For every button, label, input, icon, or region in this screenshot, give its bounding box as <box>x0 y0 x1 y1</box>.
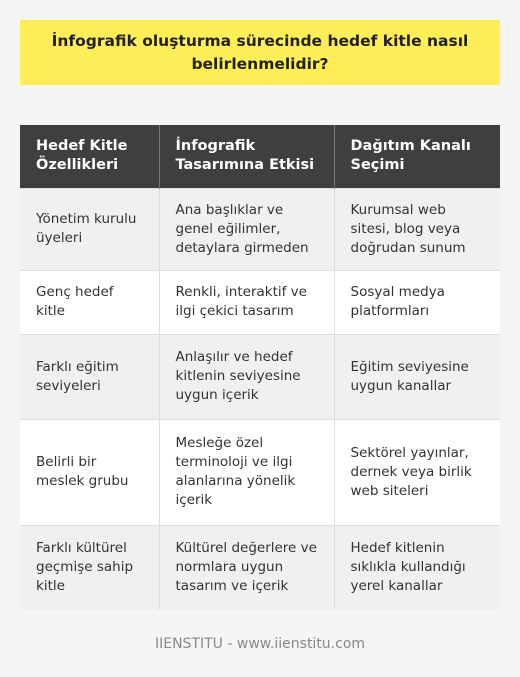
table-cell: Farklı eğitim seviyeleri <box>20 334 159 419</box>
table-cell: Eğitim seviyesine uygun kanallar <box>334 334 500 419</box>
table-cell: Ana başlıklar ve genel eğilimler, detaylara girmeden <box>159 188 334 270</box>
title-text: İnfografik oluşturma sürecinde hedef kitle nasıl belirlenmelidir? <box>51 31 469 73</box>
header-distribution-channel: Dağıtım Kanalı Seçimi <box>334 125 500 188</box>
table-cell: Yönetim kurulu üyeleri <box>20 188 159 270</box>
table-header-row <box>20 125 500 188</box>
table-cell: Kültürel değerlere ve normlara uygun tasarım ve içerik <box>159 525 334 610</box>
table-row <box>20 334 500 419</box>
table-cell: Hedef kitlenin sıklıkla kullandığı yerel kanallar <box>334 525 500 610</box>
table-cell: Belirli bir meslek grubu <box>20 419 159 525</box>
table-cell: Kurumsal web sitesi, blog veya doğrudan sunum <box>334 188 500 270</box>
table-row <box>20 419 500 525</box>
table-cell: Sosyal medya platformları <box>334 270 500 334</box>
table-row <box>20 270 500 334</box>
table-cell: Genç hedef kitle <box>20 270 159 334</box>
header-design-impact: İnfografik Tasarımına Etkisi <box>159 125 334 188</box>
header-audience-features: Hedef Kitle Özellikleri <box>20 125 159 188</box>
table-row <box>20 525 500 610</box>
footer-credit: IIENSTITU - www.iienstitu.com <box>154 636 366 652</box>
table-cell: Renkli, interaktif ve ilgi çekici tasarım <box>159 270 334 334</box>
table-cell: Farklı kültürel geçmişe sahip kitle <box>20 525 159 610</box>
table-cell: Anlaşılır ve hedef kitlenin seviyesine uygun içerik <box>159 334 334 419</box>
page-title <box>20 20 500 85</box>
table-cell: Sektörel yayınlar, dernek veya birlik web siteleri <box>334 419 500 525</box>
table-cell: Mesleğe özel terminoloji ve ilgi alanlarına yönelik içerik <box>159 419 334 525</box>
audience-table <box>20 125 500 610</box>
table-row <box>20 188 500 270</box>
